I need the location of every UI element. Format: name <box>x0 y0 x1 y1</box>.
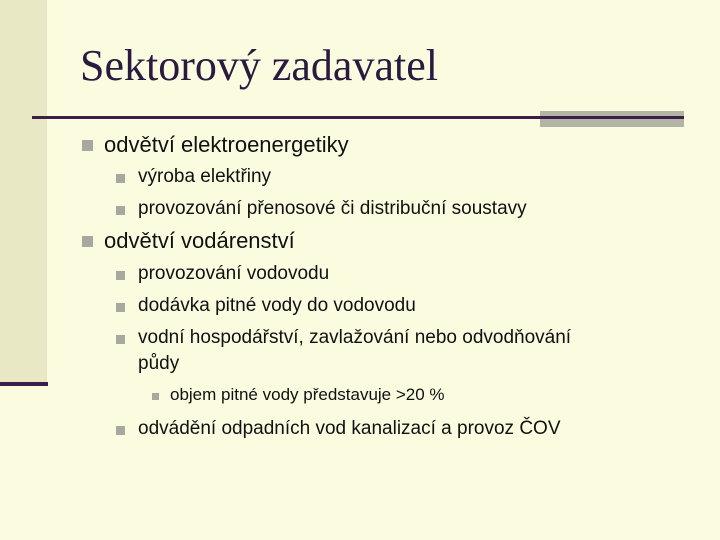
bullet-square-icon <box>82 236 93 247</box>
bullet-square-icon <box>116 174 125 183</box>
list-item: objem pitné vody představuje >20 % <box>170 385 445 404</box>
title-rule-accent <box>540 111 684 127</box>
left-accent-line <box>0 382 48 386</box>
bullet-square-icon <box>116 335 125 344</box>
list-item: výroba elektřiny <box>138 166 272 187</box>
bullet-square-icon <box>116 206 125 215</box>
list-item: provozování vodovodu <box>138 263 330 284</box>
list-item: vodní hospodářství, zavlažování nebo odvodňování <box>138 327 572 348</box>
slide-title: Sektorový zadavatel <box>80 41 438 90</box>
list-item: odvětví elektroenergetiky <box>104 132 349 157</box>
list-item: provozování přenosové či distribuční soustavy <box>138 198 527 219</box>
left-decorative-band <box>0 0 47 384</box>
bullet-square-icon <box>82 140 93 151</box>
list-item-continuation: půdy <box>138 353 180 374</box>
bullet-square-icon <box>152 393 159 400</box>
bullet-square-icon <box>116 426 125 435</box>
title-rule <box>32 116 684 119</box>
list-item: odvětví vodárenství <box>104 228 295 253</box>
bullet-square-icon <box>116 303 125 312</box>
list-item: dodávka pitné vody do vodovodu <box>138 295 416 316</box>
list-item: odvádění odpadních vod kanalizací a provoz ČOV <box>138 418 561 439</box>
bullet-square-icon <box>116 271 125 280</box>
